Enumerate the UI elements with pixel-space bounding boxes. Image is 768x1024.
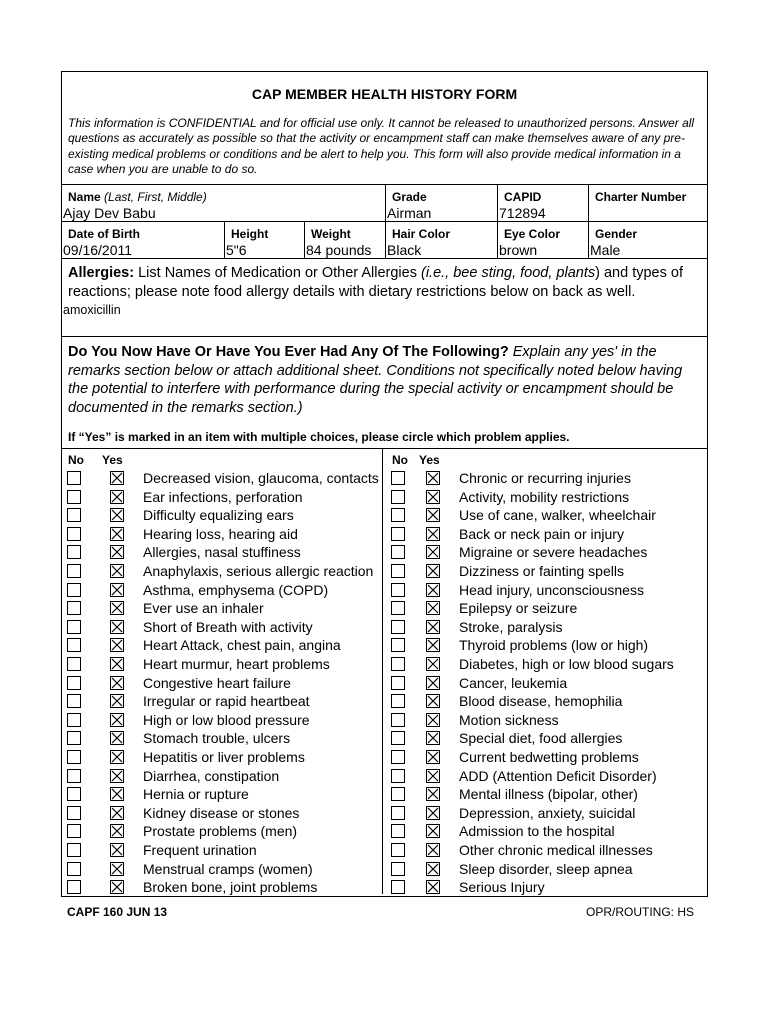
name-cell[interactable] <box>62 185 386 221</box>
condition-label: Stomach trouble, ulcers <box>143 730 291 747</box>
condition-item <box>62 768 382 786</box>
condition-label: Mental illness (bipolar, other) <box>459 786 638 803</box>
condition-item <box>62 675 382 693</box>
condition-item <box>62 470 382 488</box>
condition-label: Epilepsy or seizure <box>459 600 578 617</box>
condition-item <box>62 600 382 618</box>
condition-item <box>383 675 708 693</box>
weight-label: Weight <box>311 227 351 241</box>
condition-item <box>62 712 382 730</box>
yes-checkbox[interactable] <box>426 731 440 745</box>
no-checkbox[interactable] <box>67 862 81 876</box>
allergies-value[interactable]: amoxicillin <box>63 303 121 317</box>
yes-checkbox[interactable] <box>110 880 124 894</box>
no-checkbox[interactable] <box>391 676 405 690</box>
condition-item <box>383 879 708 897</box>
yes-checkbox[interactable] <box>426 583 440 597</box>
no-checkbox[interactable] <box>67 787 81 801</box>
condition-label: Irregular or rapid heartbeat <box>143 693 310 710</box>
condition-label: Special diet, food allergies <box>459 730 623 747</box>
conditions-checklist <box>62 449 707 894</box>
yes-checkbox[interactable] <box>426 806 440 820</box>
yes-checkbox[interactable] <box>426 620 440 634</box>
condition-label: Ever use an inhaler <box>143 600 264 617</box>
condition-label: Current bedwetting problems <box>459 749 639 765</box>
condition-item <box>383 768 708 786</box>
no-checkbox[interactable] <box>67 843 81 857</box>
no-checkbox[interactable] <box>391 527 405 541</box>
no-checkbox[interactable] <box>67 527 81 541</box>
condition-item <box>62 805 382 823</box>
condition-item <box>62 526 382 544</box>
gender-cell[interactable] <box>589 222 707 258</box>
yes-checkbox[interactable] <box>110 508 124 522</box>
condition-label: Other chronic medical illnesses <box>459 842 653 858</box>
no-checkbox[interactable] <box>67 806 81 820</box>
yes-checkbox[interactable] <box>426 787 440 801</box>
condition-item <box>383 861 708 879</box>
no-checkbox[interactable] <box>67 824 81 838</box>
yes-checkbox[interactable] <box>426 564 440 578</box>
condition-item <box>383 693 708 711</box>
condition-label: Diabetes, high or low blood sugars <box>459 656 674 672</box>
condition-label: Sleep disorder, sleep apnea <box>459 860 633 877</box>
condition-item <box>62 842 382 860</box>
yes-checkbox[interactable] <box>426 694 440 708</box>
condition-label: Short of Breath with activity <box>143 618 313 635</box>
height-cell[interactable] <box>225 222 305 258</box>
yes-column-header: Yes <box>102 453 123 467</box>
capid-cell[interactable] <box>498 185 589 221</box>
yes-checkbox[interactable] <box>110 638 124 652</box>
weight-cell[interactable] <box>305 222 386 258</box>
identity-row <box>62 185 707 222</box>
dob-label: Date of Birth <box>68 227 140 241</box>
no-checkbox[interactable] <box>67 601 81 615</box>
condition-item <box>383 563 708 581</box>
condition-label: Difficulty equalizing ears <box>143 507 294 524</box>
health-history-form <box>61 71 708 897</box>
condition-item <box>383 805 708 823</box>
condition-label: Head injury, unconsciousness <box>459 581 644 598</box>
condition-label: Congestive heart failure <box>143 674 291 691</box>
yes-checkbox[interactable] <box>110 620 124 634</box>
no-checkbox[interactable] <box>67 676 81 690</box>
yes-checkbox[interactable] <box>426 862 440 876</box>
condition-item <box>383 823 708 841</box>
allergies-instructions: Allergies: List Names of Medication or Other Allergies (i.e., bee sting, food, plants) and types of reactions; please note food allergy details with dietary restrictions below on back as well. <box>68 265 683 300</box>
grade-value[interactable]: Airman <box>387 205 432 221</box>
yes-checkbox[interactable] <box>110 862 124 876</box>
condition-label: Use of cane, walker, wheelchair <box>459 507 656 524</box>
name-label: Name (Last, First, Middle) <box>68 190 207 204</box>
no-checkbox[interactable] <box>67 694 81 708</box>
condition-item <box>383 749 708 767</box>
yes-checkbox[interactable] <box>426 824 440 838</box>
capid-label: CAPID <box>504 190 542 204</box>
no-checkbox[interactable] <box>67 638 81 652</box>
yes-checkbox[interactable] <box>110 787 124 801</box>
no-checkbox[interactable] <box>67 620 81 634</box>
no-checkbox[interactable] <box>67 750 81 764</box>
condition-item <box>383 544 708 562</box>
condition-label: Menstrual cramps (women) <box>143 860 313 877</box>
condition-label: Diarrhea, constipation <box>143 767 280 784</box>
no-checkbox[interactable] <box>391 880 405 894</box>
no-checkbox[interactable] <box>67 880 81 894</box>
dob-cell[interactable] <box>62 222 225 258</box>
yes-checkbox[interactable] <box>426 769 440 783</box>
condition-item <box>383 786 708 804</box>
yes-checkbox[interactable] <box>110 713 124 727</box>
no-checkbox[interactable] <box>67 657 81 671</box>
condition-item <box>383 730 708 748</box>
no-checkbox[interactable] <box>391 601 405 615</box>
no-checkbox[interactable] <box>391 731 405 745</box>
no-checkbox[interactable] <box>67 583 81 597</box>
no-checkbox[interactable] <box>391 638 405 652</box>
yes-checkbox[interactable] <box>426 545 440 559</box>
condition-item <box>62 507 382 525</box>
condition-item <box>383 619 708 637</box>
condition-item <box>383 526 708 544</box>
condition-label: Asthma, emphysema (COPD) <box>143 581 329 598</box>
no-checkbox[interactable] <box>67 545 81 559</box>
no-checkbox[interactable] <box>391 750 405 764</box>
yes-checkbox[interactable] <box>110 694 124 708</box>
no-checkbox[interactable] <box>67 769 81 783</box>
yes-checkbox[interactable] <box>426 490 440 504</box>
height-label: Height <box>231 227 269 241</box>
condition-label: Decreased vision, glaucoma, contacts <box>143 470 379 486</box>
no-checkbox[interactable] <box>391 657 405 671</box>
yes-checkbox[interactable] <box>110 545 124 559</box>
yes-checkbox[interactable] <box>426 657 440 671</box>
hair-cell[interactable] <box>386 222 498 258</box>
condition-item <box>383 582 708 600</box>
condition-label: Heart murmur, heart problems <box>143 656 330 672</box>
yes-checkbox[interactable] <box>426 880 440 894</box>
condition-label: Dizziness or fainting spells <box>459 563 624 579</box>
condition-item <box>62 730 382 748</box>
yes-checkbox[interactable] <box>426 676 440 690</box>
condition-label: Kidney disease or stones <box>143 804 300 821</box>
condition-label: High or low blood pressure <box>143 711 310 728</box>
condition-label: Admission to the hospital <box>459 823 615 840</box>
yes-checkbox[interactable] <box>110 657 124 671</box>
yes-checkbox[interactable] <box>110 471 124 485</box>
no-checkbox[interactable] <box>391 824 405 838</box>
conditions-intro <box>62 337 707 449</box>
condition-label: Activity, mobility restrictions <box>459 488 630 505</box>
condition-item <box>62 861 382 879</box>
yes-checkbox[interactable] <box>426 843 440 857</box>
condition-label: Heart Attack, chest pain, angina <box>143 637 341 654</box>
yes-checkbox[interactable] <box>110 527 124 541</box>
yes-checkbox[interactable] <box>110 564 124 578</box>
no-checkbox[interactable] <box>391 583 405 597</box>
eye-cell[interactable] <box>498 222 589 258</box>
condition-item <box>62 637 382 655</box>
no-checkbox[interactable] <box>391 564 405 578</box>
multiple-choice-note: If “Yes” is marked in an item with multiple choices, please circle which problem applies. <box>68 430 570 444</box>
yes-checkbox[interactable] <box>110 750 124 764</box>
no-checkbox[interactable] <box>67 731 81 745</box>
left-condition-column <box>62 449 383 894</box>
condition-label: Hepatitis or liver problems <box>143 749 305 765</box>
capid-value[interactable]: 712894 <box>499 205 546 221</box>
gender-value[interactable]: Male <box>590 242 621 258</box>
yes-checkbox[interactable] <box>110 490 124 504</box>
no-checkbox[interactable] <box>67 508 81 522</box>
allergies-section <box>62 259 707 337</box>
condition-label: Chronic or recurring injuries <box>459 470 631 486</box>
no-checkbox[interactable] <box>67 564 81 578</box>
condition-label: Serious Injury <box>459 879 545 896</box>
no-checkbox[interactable] <box>391 806 405 820</box>
no-checkbox[interactable] <box>391 508 405 522</box>
condition-label: Thyroid problems (low or high) <box>459 637 649 654</box>
conditions-question: Do You Now Have Or Have You Ever Had Any Of The Following? Explain any yes' in the remarks section below or attach additional sheet. Conditions not specifically noted below having the potential to interfere with performance during the special activity or encampment should be documented in the remarks section.) <box>68 344 683 416</box>
condition-label: Allergies, nasal stuffiness <box>143 544 301 561</box>
yes-checkbox[interactable] <box>110 583 124 597</box>
condition-item <box>62 563 382 581</box>
height-value[interactable]: 5"6 <box>226 242 247 258</box>
no-checkbox[interactable] <box>391 471 405 485</box>
yes-column-header: Yes <box>419 453 440 467</box>
no-checkbox[interactable] <box>67 490 81 504</box>
charter-label: Charter Number <box>595 190 687 204</box>
condition-label: Ear infections, perforation <box>143 488 303 505</box>
condition-item <box>383 656 708 674</box>
condition-label: Back or neck pain or injury <box>459 525 624 542</box>
condition-item <box>62 749 382 767</box>
condition-label: Frequent urination <box>143 842 257 858</box>
eye-value[interactable]: brown <box>499 242 538 258</box>
yes-checkbox[interactable] <box>110 676 124 690</box>
confidentiality-notice: This information is CONFIDENTIAL and for official use only. It cannot be released to unauthorized persons. Answer all questions as accurately as possible so that the activity or encampment staff can make themselves aware of any pre-existing medical problems or conditions and be alert to help you. This form will also provide medical information in a case when you are unable to do so. <box>68 116 695 177</box>
condition-label: Motion sickness <box>459 711 559 728</box>
no-checkbox[interactable] <box>67 713 81 727</box>
condition-label: Depression, anxiety, suicidal <box>459 804 636 821</box>
condition-label: Blood disease, hemophilia <box>459 693 623 710</box>
condition-label: Migraine or severe headaches <box>459 544 648 561</box>
condition-label: Stroke, paralysis <box>459 618 563 635</box>
charter-cell[interactable] <box>589 185 707 221</box>
no-checkbox[interactable] <box>391 545 405 559</box>
condition-label: ADD (Attention Deficit Disorder) <box>459 767 657 784</box>
condition-item <box>62 544 382 562</box>
condition-label: Hearing loss, hearing aid <box>143 525 298 542</box>
yes-checkbox[interactable] <box>426 527 440 541</box>
condition-item <box>62 823 382 841</box>
no-column-header: No <box>392 453 408 467</box>
yes-checkbox[interactable] <box>110 824 124 838</box>
no-checkbox[interactable] <box>391 769 405 783</box>
no-checkbox[interactable] <box>391 787 405 801</box>
yes-checkbox[interactable] <box>426 601 440 615</box>
condition-item <box>383 600 708 618</box>
yes-checkbox[interactable] <box>426 750 440 764</box>
routing-code: OPR/ROUTING: HS <box>586 905 695 919</box>
yes-checkbox[interactable] <box>110 806 124 820</box>
condition-label: Cancer, leukemia <box>459 674 568 691</box>
condition-item <box>62 786 382 804</box>
condition-item <box>62 879 382 897</box>
no-checkbox[interactable] <box>67 471 81 485</box>
no-checkbox[interactable] <box>391 713 405 727</box>
condition-item <box>62 489 382 507</box>
condition-label: Hernia or rupture <box>143 786 249 803</box>
name-value[interactable]: Ajay Dev Babu <box>63 205 156 221</box>
form-header <box>62 72 707 185</box>
dob-value[interactable]: 09/16/2011 <box>63 242 133 258</box>
condition-item <box>62 693 382 711</box>
form-title: CAP MEMBER HEALTH HISTORY FORM <box>251 86 518 102</box>
condition-item <box>62 582 382 600</box>
yes-checkbox[interactable] <box>110 601 124 615</box>
eye-label: Eye Color <box>504 227 561 241</box>
no-checkbox[interactable] <box>391 490 405 504</box>
condition-item <box>383 842 708 860</box>
grade-label: Grade <box>392 190 427 204</box>
no-checkbox[interactable] <box>391 843 405 857</box>
hair-value[interactable]: Black <box>387 242 422 258</box>
yes-checkbox[interactable] <box>110 843 124 857</box>
right-condition-column <box>383 449 708 894</box>
yes-checkbox[interactable] <box>110 769 124 783</box>
no-checkbox[interactable] <box>391 862 405 876</box>
no-checkbox[interactable] <box>391 620 405 634</box>
yes-checkbox[interactable] <box>426 713 440 727</box>
gender-label: Gender <box>595 227 638 241</box>
condition-label: Broken bone, joint problems <box>143 879 318 896</box>
condition-item <box>383 507 708 525</box>
hair-label: Hair Color <box>392 227 451 241</box>
yes-checkbox[interactable] <box>426 638 440 652</box>
condition-item <box>383 470 708 488</box>
yes-checkbox[interactable] <box>110 731 124 745</box>
condition-label: Anaphylaxis, serious allergic reaction <box>143 563 374 579</box>
condition-item <box>383 637 708 655</box>
no-column-header: No <box>68 453 84 467</box>
yes-checkbox[interactable] <box>426 508 440 522</box>
condition-item <box>62 619 382 637</box>
condition-item <box>383 489 708 507</box>
physical-row <box>62 222 707 259</box>
condition-label: Prostate problems (men) <box>143 823 298 840</box>
no-checkbox[interactable] <box>391 694 405 708</box>
form-id: CAPF 160 JUN 13 <box>67 905 168 919</box>
grade-cell[interactable] <box>386 185 498 221</box>
condition-item <box>62 656 382 674</box>
allergies-label: Allergies: <box>68 265 135 281</box>
weight-value[interactable]: 84 pounds <box>306 242 372 258</box>
condition-item <box>383 712 708 730</box>
yes-checkbox[interactable] <box>426 471 440 485</box>
